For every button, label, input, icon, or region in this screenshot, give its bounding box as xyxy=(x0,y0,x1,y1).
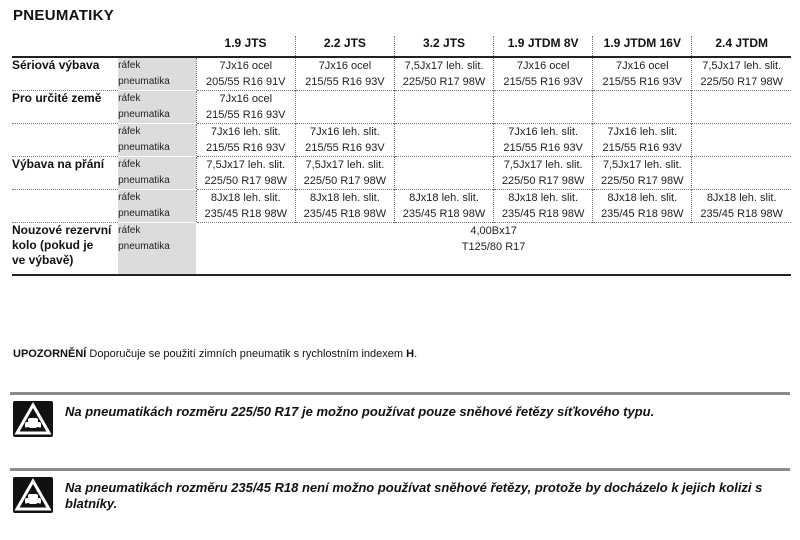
tire-cell xyxy=(295,91,394,124)
row-label xyxy=(12,124,118,157)
tire-cell xyxy=(494,124,593,157)
rim-spec: 7,5Jx17 leh. slit. xyxy=(404,60,484,72)
rim-spec: 8Jx18 leh. slit. xyxy=(706,192,777,204)
rim-spec: 7Jx16 leh. slit. xyxy=(508,126,578,138)
tire-cell xyxy=(394,190,493,223)
tire-label: pneumatika xyxy=(118,109,170,120)
rim-label: ráfek xyxy=(118,60,141,71)
tire-cell xyxy=(593,190,692,223)
tire-cell xyxy=(593,91,692,124)
engine-header: 2.2 JTS xyxy=(295,36,394,57)
tire-cell xyxy=(196,157,295,190)
tire-spec: 225/50 R17 98W xyxy=(204,175,288,187)
tire-cell xyxy=(593,124,692,157)
rim-spec: 8Jx18 leh. slit. xyxy=(508,192,578,204)
spare-tire-spec: T125/80 R17 xyxy=(461,241,526,253)
spare-label-line: kolo (pokud je xyxy=(12,238,94,252)
rim-spec: 7Jx16 ocel xyxy=(219,60,273,72)
row-label xyxy=(12,190,118,223)
tire-cell xyxy=(692,157,791,190)
tire-spec: 215/55 R16 93V xyxy=(602,76,683,88)
tire-cell xyxy=(394,124,493,157)
rim-spec: 7Jx16 leh. slit. xyxy=(210,126,281,138)
tire-spec: 225/50 R17 98W xyxy=(601,175,684,187)
rim-spec: 7Jx16 leh. slit. xyxy=(310,126,380,138)
rim-spec: 8Jx18 leh. slit. xyxy=(607,192,678,204)
tire-spec: 225/50 R17 98W xyxy=(501,175,585,187)
speed-index: H xyxy=(406,348,415,360)
tire-label: pneumatika xyxy=(118,208,170,219)
tire-cell xyxy=(692,124,791,157)
row-type-labels xyxy=(118,124,196,157)
tire-cell xyxy=(494,190,593,223)
rim-spec: 7,5Jx17 leh. slit. xyxy=(305,159,385,171)
tire-cell xyxy=(394,57,493,91)
tire-table xyxy=(12,36,791,276)
rim-spec: 7,5Jx17 leh. slit. xyxy=(702,60,782,72)
snow-chain-warning-icon xyxy=(13,401,53,437)
table-row xyxy=(12,124,791,157)
tire-cell xyxy=(394,91,493,124)
tire-cell xyxy=(295,57,394,91)
header-row xyxy=(12,36,791,57)
tire-cell xyxy=(494,57,593,91)
tire-label: pneumatika xyxy=(118,76,170,87)
tire-label: pneumatika xyxy=(118,241,170,252)
spare-rim-spec: 4,00Bx17 xyxy=(470,225,517,237)
tire-cell xyxy=(494,91,593,124)
tire-cell xyxy=(593,157,692,190)
engine-header: 1.9 JTDM 16V xyxy=(593,36,692,57)
tire-cell xyxy=(295,124,394,157)
tire-spec: 235/45 R18 98W xyxy=(700,208,783,220)
rim-spec: 8Jx18 leh. slit. xyxy=(409,192,479,204)
table-row xyxy=(12,57,791,91)
row-label: Výbava na přání xyxy=(12,157,118,190)
snow-chain-warning-icon xyxy=(13,477,53,513)
spare-label-line: ve výbavě) xyxy=(12,253,74,267)
row-type-labels xyxy=(118,157,196,190)
rim-spec: 7Jx16 ocel xyxy=(615,60,669,72)
tire-spec: 215/55 R16 93V xyxy=(503,142,583,154)
tire-label: pneumatika xyxy=(118,142,170,153)
warning-text: Na pneumatikách rozměru 225/50 R17 je možno používat pouze sněhové řetězy síťkového typu. xyxy=(65,404,655,419)
tire-cell xyxy=(494,157,593,190)
tire-cell xyxy=(196,57,295,91)
tire-spec: 235/45 R18 98W xyxy=(204,208,288,220)
tire-spec: 235/45 R18 98W xyxy=(501,208,585,220)
row-type-labels xyxy=(118,91,196,124)
tire-spec: 215/55 R16 93V xyxy=(305,142,385,154)
rim-spec: 7,5Jx17 leh. slit. xyxy=(206,159,286,171)
table-row xyxy=(12,157,791,190)
tire-spec: 235/45 R18 98W xyxy=(601,208,684,220)
rim-spec: 7Jx16 ocel xyxy=(219,93,273,105)
warning-box xyxy=(10,392,790,445)
rim-spec: 8Jx18 leh. slit. xyxy=(310,192,380,204)
row-label: Sériová výbava xyxy=(12,58,100,72)
tire-spec: 215/55 R16 93V xyxy=(305,76,385,88)
rim-label: ráfek xyxy=(118,93,141,104)
note xyxy=(13,348,417,360)
spare-spec xyxy=(196,223,791,276)
rim-label: ráfek xyxy=(118,126,141,137)
rim-label: ráfek xyxy=(118,159,141,170)
note-text: Doporučuje se použití zimních pneumatik s rychlostním indexem xyxy=(86,348,407,360)
tire-spec: 225/50 R17 98W xyxy=(303,175,387,187)
note-end: . xyxy=(414,348,418,360)
tire-cell xyxy=(196,91,295,124)
row-type-labels xyxy=(118,57,196,91)
tire-spec: 205/55 R16 91V xyxy=(206,76,286,88)
tire-spec: 215/55 R16 93V xyxy=(503,76,583,88)
engine-header: 1.9 JTS xyxy=(196,36,295,57)
rim-spec: 7Jx16 leh. slit. xyxy=(607,126,678,138)
warning-box xyxy=(10,468,790,521)
tire-cell xyxy=(295,190,394,223)
tire-cell xyxy=(593,57,692,91)
tire-cell xyxy=(394,157,493,190)
tire-spec: 235/45 R18 98W xyxy=(402,208,486,220)
rim-spec: 7,5Jx17 leh. slit. xyxy=(602,159,682,171)
tire-spec: 215/55 R16 93V xyxy=(602,142,683,154)
engine-header: 2.4 JTDM xyxy=(692,36,791,57)
tire-cell xyxy=(295,157,394,190)
rim-spec: 7Jx16 ocel xyxy=(318,60,372,72)
rim-spec: 7,5Jx17 leh. slit. xyxy=(503,159,583,171)
row-label: Pro určité země xyxy=(12,91,118,124)
rim-spec: 7Jx16 ocel xyxy=(516,60,570,72)
tire-spec: 225/50 R17 98W xyxy=(402,76,486,88)
tire-spec: 225/50 R17 98W xyxy=(700,76,783,88)
engine-header: 3.2 JTS xyxy=(394,36,493,57)
tire-cell xyxy=(196,124,295,157)
tire-cell xyxy=(692,57,791,91)
rim-label: ráfek xyxy=(118,192,141,203)
header-blank xyxy=(118,36,196,57)
tire-cell xyxy=(692,91,791,124)
rim-label: ráfek xyxy=(118,225,141,236)
page-title: PNEUMATIKY xyxy=(13,7,115,24)
spare-label-line: Nouzové rezervní xyxy=(12,223,112,237)
table-row xyxy=(12,91,791,124)
row-type-labels xyxy=(118,223,196,276)
note-heading: UPOZORNĚNÍ xyxy=(13,348,87,360)
table-row-spare xyxy=(12,223,791,276)
tire-cell xyxy=(196,190,295,223)
rim-spec: 8Jx18 leh. slit. xyxy=(210,192,281,204)
spare-label xyxy=(12,223,118,276)
tire-spec: 215/55 R16 93V xyxy=(206,109,286,121)
engine-header: 1.9 JTDM 8V xyxy=(494,36,593,57)
table-row xyxy=(12,190,791,223)
warning-text: Na pneumatikách rozměru 235/45 R18 není možno používat sněhové řetězy, protože by docházelo k jejich kolizi s blatníky. xyxy=(65,480,763,511)
tire-spec: 235/45 R18 98W xyxy=(303,208,387,220)
row-type-labels xyxy=(118,190,196,223)
tire-cell xyxy=(692,190,791,223)
header-blank xyxy=(12,36,118,57)
tire-spec: 215/55 R16 93V xyxy=(206,142,286,154)
tire-label: pneumatika xyxy=(118,175,170,186)
